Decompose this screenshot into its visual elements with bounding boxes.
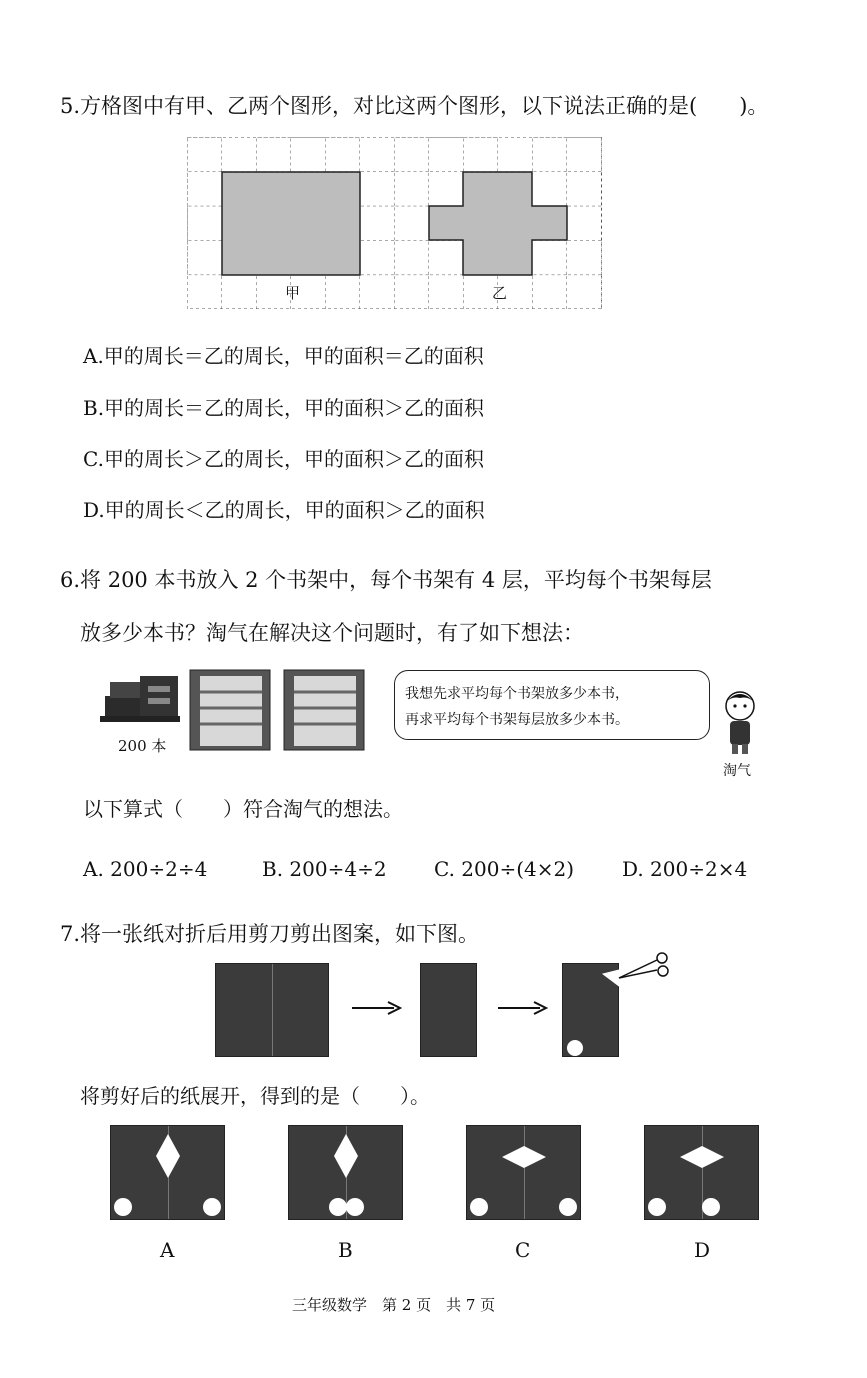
q7-prompt: 将剪好后的纸展开，得到的是（ ）。	[80, 1084, 430, 1108]
circle-cutout-right	[203, 1198, 221, 1216]
taoqi-label: 淘气	[723, 763, 751, 779]
bookshelf-icon-1	[188, 668, 273, 753]
q5-option-c[interactable]: C.甲的周长＞乙的周长，甲的面积＞乙的面积	[83, 447, 484, 471]
circle-cutout-left	[114, 1198, 132, 1216]
circle-cutout-left	[346, 1198, 364, 1216]
choice-c-figure[interactable]	[466, 1125, 581, 1220]
page-footer: 三年级数学 第 2 页 共 7 页	[292, 1296, 496, 1314]
circle-cutout-left	[648, 1198, 666, 1216]
circle-cutout-right	[559, 1198, 577, 1216]
bubble-line-1: 我想先求平均每个书架放多少本书，	[405, 686, 629, 702]
choice-c-label[interactable]: C	[515, 1238, 531, 1262]
cut-circle	[567, 1040, 583, 1056]
q6-stem-line1: 6.将 200 本书放入 2 个书架中，每个书架有 4 层，平均每个书架每层	[60, 568, 712, 592]
choice-b-label[interactable]: B	[338, 1238, 353, 1262]
q5-grid-figure	[187, 137, 602, 309]
label-jia: 甲	[285, 284, 301, 302]
q5-option-a[interactable]: A.甲的周长＝乙的周长，甲的面积＝乙的面积	[83, 344, 484, 368]
books-pile-icon	[100, 668, 185, 730]
shape-jia	[222, 172, 360, 275]
books-label: 200 本	[118, 737, 167, 755]
grid-svg	[187, 137, 602, 309]
q6-option-b[interactable]: B. 200÷4÷2	[262, 857, 387, 881]
scissors-icon	[595, 948, 680, 1008]
speech-bubble	[394, 670, 710, 740]
diamond-cutout	[502, 1146, 546, 1168]
label-yi: 乙	[492, 284, 508, 302]
circle-cutout-left	[470, 1198, 488, 1216]
q7-stem: 7.将一张纸对折后用剪刀剪出图案，如下图。	[60, 922, 480, 946]
q5-option-d[interactable]: D.甲的周长＜乙的周长，甲的面积＞乙的面积	[83, 498, 485, 522]
paper-unfolded	[215, 963, 329, 1057]
q6-option-c[interactable]: C. 200÷(4×2)	[434, 857, 575, 881]
q5-stem: 5.方格图中有甲、乙两个图形，对比这两个图形，以下说法正确的是( )。	[60, 94, 769, 118]
q6-prompt: 以下算式（ ）符合淘气的想法。	[83, 797, 403, 821]
arrow-right-icon-1	[352, 1000, 402, 1016]
taoqi-character-icon	[718, 688, 763, 756]
diamond-cutout	[156, 1134, 180, 1178]
choice-d-label[interactable]: D	[694, 1238, 711, 1262]
choice-d-figure[interactable]	[644, 1125, 759, 1220]
choice-a-figure[interactable]	[110, 1125, 225, 1220]
paper-folded	[420, 963, 477, 1057]
q5-option-b[interactable]: B.甲的周长＝乙的周长，甲的面积＞乙的面积	[83, 396, 485, 420]
diamond-cutout	[680, 1146, 724, 1168]
choice-b-figure[interactable]	[288, 1125, 403, 1220]
bookshelf-icon-2	[282, 668, 367, 753]
circle-cutout-right	[702, 1198, 720, 1216]
q6-option-a[interactable]: A. 200÷2÷4	[83, 857, 208, 881]
circle-cutout-right	[329, 1198, 347, 1216]
diamond-cutout	[334, 1134, 358, 1178]
q6-option-d[interactable]: D. 200÷2×4	[622, 857, 748, 881]
arrow-right-icon-2	[498, 1000, 548, 1016]
bubble-line-2: 再求平均每个书架每层放多少本书。	[405, 712, 629, 728]
q6-stem-line2: 放多少本书？淘气在解决这个问题时，有了如下想法：	[80, 621, 584, 645]
choice-a-label[interactable]: A	[160, 1238, 175, 1262]
